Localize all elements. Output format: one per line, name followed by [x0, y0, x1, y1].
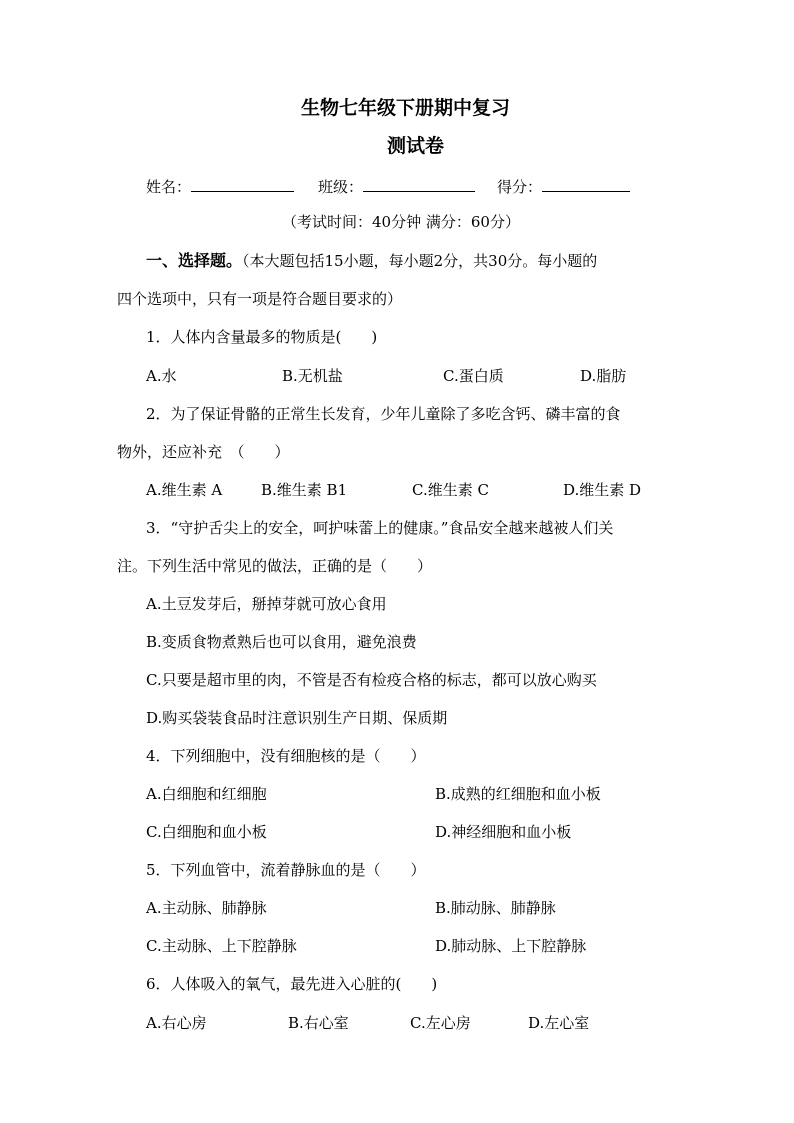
score-label: 得分：	[497, 178, 543, 196]
question-1-stem: 1．人体内含量最多的物质是( )	[146, 328, 378, 346]
q5-option-c: C.主动脉、上下腔静脉	[146, 937, 297, 955]
question-4-stem: 4．下列细胞中，没有细胞核的是（ ）	[146, 747, 426, 765]
question-2-stem-line2: 物外，还应补充 （ ）	[117, 443, 290, 461]
section-note-line1: （本大题包括15小题，每小题2分，共30分。每小题的	[242, 252, 598, 270]
class-field	[318, 176, 475, 197]
q5-option-a: A.主动脉、肺静脉	[146, 899, 267, 917]
exam-title: 生物七年级下册期中复习	[301, 97, 511, 119]
score-blank[interactable]	[542, 176, 630, 192]
q2-option-c: C.维生素 C	[412, 481, 489, 499]
q1-option-d: D.脂肪	[580, 367, 627, 385]
question-5-stem: 5．下列血管中，流着静脉血的是（ ）	[146, 861, 426, 879]
q1-option-a: A.水	[146, 367, 177, 385]
q6-option-b: B.右心室	[288, 1014, 349, 1032]
name-label: 姓名：	[146, 178, 192, 196]
q4-option-b: B.成熟的红细胞和血小板	[435, 785, 601, 803]
q4-option-a: A.白细胞和红细胞	[146, 785, 267, 803]
q6-option-d: D.左心室	[528, 1014, 590, 1032]
q6-option-c: C.左心房	[410, 1014, 471, 1032]
exam-info: （考试时间：40分钟 满分：60分）	[282, 213, 520, 231]
q1-option-b: B.无机盐	[282, 367, 343, 385]
question-3-stem-line1: 3．“守护舌尖上的安全，呵护味蕾上的健康。”食品安全越来越被人们关	[146, 519, 614, 537]
q3-option-c: C.只要是超市里的肉，不管是否有检疫合格的标志，都可以放心购买	[146, 671, 597, 689]
q3-option-d: D.购买袋装食品时注意识别生产日期、保质期	[146, 709, 448, 727]
q2-option-b: B.维生素 B1	[261, 481, 348, 499]
question-6-stem: 6．人体吸入的氧气，最先进入心脏的( )	[146, 975, 438, 993]
score-field	[497, 176, 630, 197]
class-label: 班级：	[318, 178, 364, 196]
q5-option-d: D.肺动脉、上下腔静脉	[435, 937, 587, 955]
q3-option-a: A.土豆发芽后，掰掉芽就可放心食用	[146, 595, 387, 613]
section-title: 一、选择题。	[146, 251, 243, 270]
name-field	[146, 176, 294, 197]
section-note-line2: 四个选项中，只有一项是符合题目要求的）	[117, 290, 403, 308]
question-3-stem-line2: 注。下列生活中常见的做法，正确的是（ ）	[117, 557, 433, 575]
q2-option-d: D.维生素 D	[563, 481, 642, 499]
q5-option-b: B.肺动脉、肺静脉	[435, 899, 556, 917]
q2-option-a: A.维生素 A	[146, 481, 223, 499]
q6-option-a: A.右心房	[146, 1014, 207, 1032]
class-blank[interactable]	[363, 176, 475, 192]
q4-option-c: C.白细胞和血小板	[146, 823, 267, 841]
q4-option-d: D.神经细胞和血小板	[435, 823, 572, 841]
q1-option-c: C.蛋白质	[443, 367, 504, 385]
section-heading	[146, 251, 597, 271]
exam-subtitle: 测试卷	[387, 135, 445, 157]
q3-option-b: B.变质食物煮熟后也可以食用，避免浪费	[146, 633, 417, 651]
name-blank[interactable]	[191, 176, 294, 192]
question-2-stem-line1: 2．为了保证骨骼的正常生长发育，少年儿童除了多吃含钙、磷丰富的食	[146, 405, 621, 423]
